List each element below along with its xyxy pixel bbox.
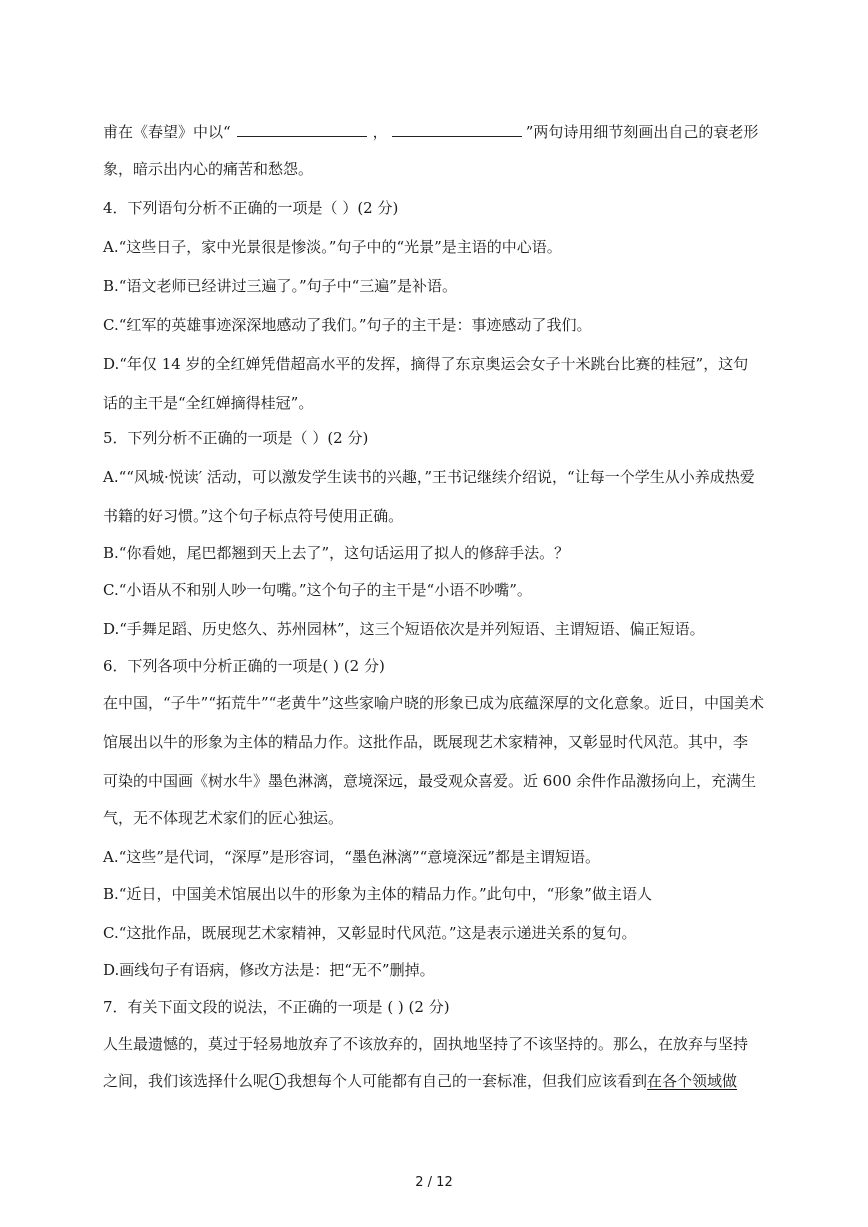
option-5c: C.“小语从不和别人吵一句嘴。”这个句子的主干是“小语不吵嘴”。 bbox=[103, 581, 532, 599]
option-5a: A.““风城·悦读′ 活动，可以激发学生读书的兴趣，”王书记继续介绍说，“让每一个学生从小养成热爱 bbox=[103, 468, 755, 486]
option-6a: A.“这些”是代词，“深厚”是形容词，“墨色淋漓”“意境深远”都是主谓短语。 bbox=[103, 848, 600, 866]
option-6d: D.画线句子有语病，修改方法是：把“无不”删掉。 bbox=[103, 961, 435, 979]
underlined-text: 在各个领域做 bbox=[647, 1072, 738, 1090]
option-5b: B.“你看她，尾巴都翘到天上去了”，这句话运用了拟人的修辞手法。？ bbox=[103, 544, 570, 562]
question-4: 4．下列语句分析不正确的一项是（ ）(2 分) bbox=[103, 199, 399, 217]
question-6: 6．下列各项中分析正确的一项是( ) (2 分) bbox=[103, 657, 385, 675]
option-4d-cont: 话的主干是“全红婵摘得桂冠”。 bbox=[103, 394, 314, 412]
circled-number-1: 1 bbox=[269, 1073, 286, 1090]
page-number: 2 / 12 bbox=[415, 1175, 453, 1190]
answer-blank-2[interactable] bbox=[392, 120, 522, 137]
question-5: 5．下列分析不正确的一项是（ ）(2 分) bbox=[103, 429, 369, 447]
question-7: 7．有关下面文段的说法，不正确的一项是 ( ) (2 分) bbox=[103, 998, 450, 1016]
option-4c: C.“红军的英雄事迹深深地感动了我们。”句子的主干是：事迹感动了我们。 bbox=[103, 316, 592, 334]
option-4a: A.“这些日子，家中光景很是惨淡。”句子中的“光景”是主语的中心语。 bbox=[103, 238, 562, 256]
passage-6-line: 在中国，“子牛”“拓荒牛”“老黄牛”这些家喻户晓的形象已成为底蕴深厚的文化意象。近日，中国美术 bbox=[103, 694, 765, 712]
option-4d: D.“年仅 14 岁的全红婵凭借超高水平的发挥，摘得了东京奥运会女子十米跳台比赛的桂冠”，这句 bbox=[103, 355, 749, 373]
passage-6-line: 可染的中国画《树水牛》墨色淋漓，意境深远，最受观众喜爱。近 600 余件作品激扬向上，充满生 bbox=[103, 772, 757, 790]
option-5d: D.“手舞足蹈、历史悠久、苏州园林”，这三个短语依次是并列短语、主谓短语、偏正短语。 bbox=[103, 620, 705, 638]
text-line: 象，暗示出内心的痛苦和愁怨。 bbox=[103, 160, 314, 178]
passage-6-line: 气，无不体现艺术家们的匠心独运。 bbox=[103, 809, 344, 827]
option-6b: B.“近日，中国美术馆展出以牛的形象为主体的精品力作。”此句中，“形象”做主语人 bbox=[103, 885, 652, 903]
option-5a-cont: 书籍的好习惯。”这个句子标点符号使用正确。 bbox=[103, 507, 404, 525]
text-line: 甫在《春望》中以“ ， ”两句诗用细节刻画出自己的衰老形 bbox=[103, 120, 773, 142]
option-6c: C.“这批作品，既展现艺术家精神，又彰显时代风范。”这是表示递进关系的复句。 bbox=[103, 924, 637, 942]
option-4b: B.“语文老师已经讲过三遍了。”句子中“三遍”是补语。 bbox=[103, 277, 457, 295]
passage-6-line: 馆展出以牛的形象为主体的精品力作。这批作品，既展现艺术家精神，又彰显时代风范。其中，李 bbox=[103, 733, 749, 751]
answer-blank-1[interactable] bbox=[237, 120, 367, 137]
passage-7-line: 人生最遗憾的，莫过于轻易地放弃了不该放弃的，固执地坚持了不该坚持的。那么，在放弃与坚持 bbox=[103, 1035, 749, 1053]
passage-7-line: 之间，我们该选择什么呢 1 我想每个人可能都有自己的一套标准，但我们应该看到在各个领域做 bbox=[103, 1072, 738, 1090]
